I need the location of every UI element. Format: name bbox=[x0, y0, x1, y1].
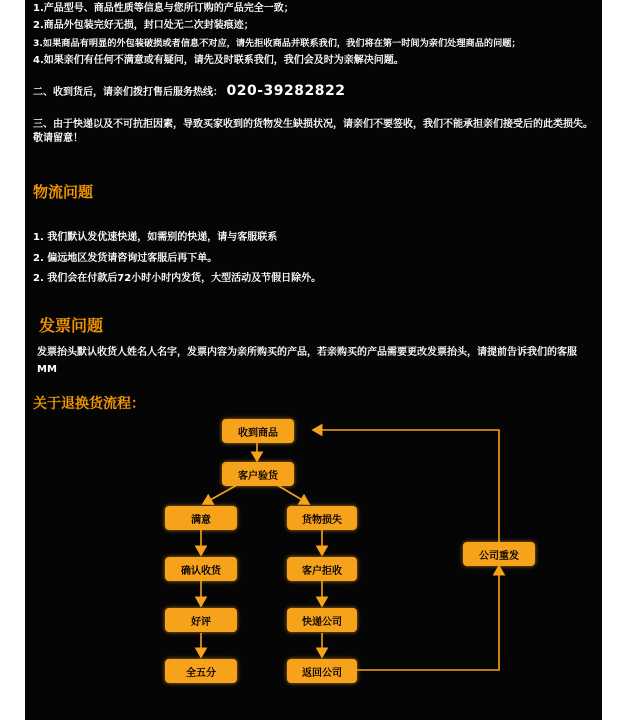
flow-return-box: 返回公司 bbox=[287, 659, 357, 683]
flow-damaged-box: 货物损失 bbox=[287, 506, 357, 530]
flow-inspect-box: 客户验货 bbox=[222, 462, 294, 486]
arrow-inspect-damaged bbox=[277, 485, 309, 504]
hotline-label: 二、收到货后，请亲们拨打售后服务热线： bbox=[33, 87, 223, 98]
flow-review-box: 好评 bbox=[165, 608, 237, 632]
flow-confirm-box: 确认收货 bbox=[165, 557, 237, 581]
logistics-line-2: 2. 偏远地区发货请咨询过客服后再下单。 bbox=[33, 253, 218, 264]
flow-courier-box: 快递公司 bbox=[287, 608, 357, 632]
intro-line-1: 1.产品型号、商品性质等信息与您所订购的产品完全一致； bbox=[33, 3, 294, 14]
intro-line-3: 3.如果商品有明显的外包装破损或者信息不对应，请先拒收商品并联系我们，我们将在第一时间为亲们处理商品的问题； bbox=[33, 38, 521, 49]
logistics-line-1: 1. 我们默认发优速快递，如需别的快递，请与客服联系 bbox=[33, 232, 278, 243]
flow-title: 关于退换货流程： bbox=[33, 396, 145, 412]
flow-resend-box: 公司重发 bbox=[463, 542, 535, 566]
intro-line-4: 4.如果亲们有任何不满意或有疑问，请先及时联系我们，我们会及时为亲解决问题。 bbox=[33, 55, 404, 66]
logistics-title: 物流问题 bbox=[33, 183, 94, 201]
flow-receive-box: 收到商品 bbox=[222, 419, 294, 443]
notice-text: 三、由于快递以及不可抗拒因素，导致买家收到的货物发生缺损状况，请亲们不要签收，我们不能承担亲们接受后的此类损失。敬请留意！ bbox=[33, 119, 593, 144]
invoice-text: 发票抬头默认收货人姓名人名字，发票内容为亲所购买的产品，若亲购买的产品需要更改发票抬头，请提前告诉我们的客服MM bbox=[37, 347, 577, 375]
flow-reject-box: 客户拒收 bbox=[287, 557, 357, 581]
arrow-inspect-satisfied bbox=[203, 485, 237, 504]
logistics-line-3: 2. 我们会在付款后72小时小时内发货，大型活动及节假日除外。 bbox=[33, 273, 322, 284]
arrow-return-resend bbox=[355, 566, 499, 670]
hotline-phone: 020-39282822 bbox=[226, 83, 346, 99]
invoice-title: 发票问题 bbox=[39, 316, 104, 335]
flow-satisfied-box: 满意 bbox=[165, 506, 237, 530]
flow-fivestar-box: 全五分 bbox=[165, 659, 237, 683]
intro-line-2: 2.商品外包装完好无损，封口处无二次封装痕迹； bbox=[33, 20, 254, 31]
content-panel bbox=[25, 0, 602, 720]
